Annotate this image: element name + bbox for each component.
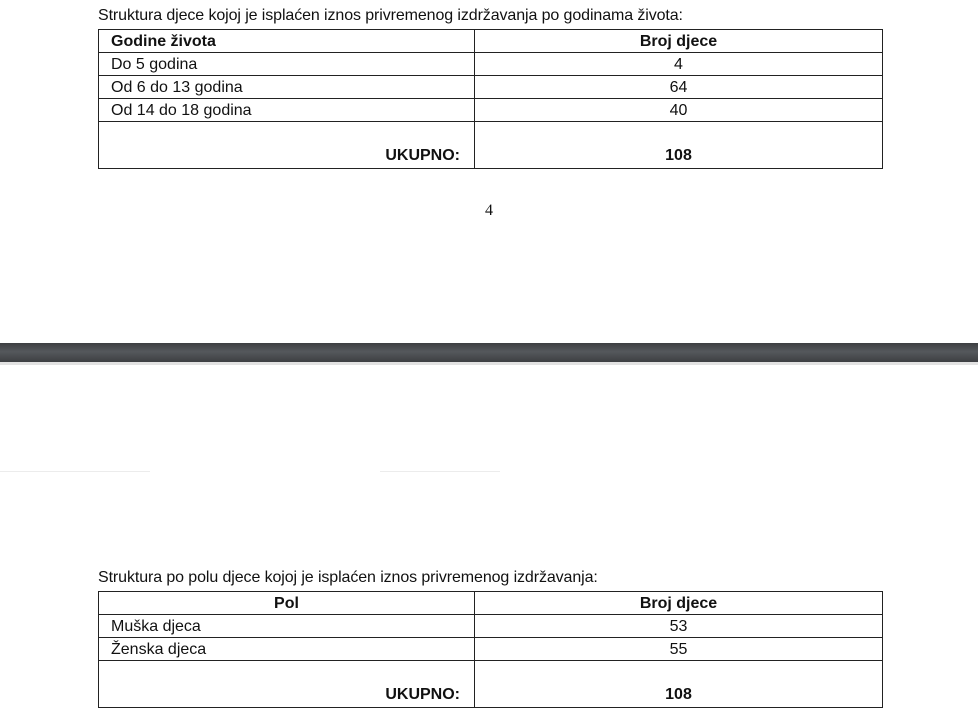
- row-label: Od 14 do 18 godina: [99, 99, 475, 122]
- row-value: 53: [475, 615, 883, 638]
- row-label: Ženska djeca: [99, 638, 475, 661]
- age-structure-table: [98, 29, 883, 169]
- header-gender: Pol: [99, 592, 475, 615]
- row-value: 4: [475, 53, 883, 76]
- table-row: [99, 53, 883, 76]
- total-value: 108: [475, 122, 883, 169]
- scan-artifact-line: [380, 471, 500, 472]
- page-edge: [0, 362, 978, 365]
- table-header-row: [99, 30, 883, 53]
- row-value: 55: [475, 638, 883, 661]
- table-row: [99, 76, 883, 99]
- row-value: 64: [475, 76, 883, 99]
- row-label: Muška djeca: [99, 615, 475, 638]
- gender-structure-table: [98, 591, 883, 708]
- total-label: UKUPNO:: [99, 661, 475, 708]
- table1-caption: Struktura djece kojoj je isplaćen iznos privremenog izdržavanja po godinama života:: [98, 7, 683, 24]
- page-separator: [0, 343, 978, 362]
- header-child-count: Broj djece: [475, 592, 883, 615]
- table-header-row: [99, 592, 883, 615]
- total-label: UKUPNO:: [99, 122, 475, 169]
- total-row: [99, 122, 883, 169]
- total-row: [99, 661, 883, 708]
- table-row: [99, 615, 883, 638]
- scan-artifact-line: [0, 471, 150, 472]
- row-value: 40: [475, 99, 883, 122]
- header-age: Godine života: [99, 30, 475, 53]
- row-label: Do 5 godina: [99, 53, 475, 76]
- header-child-count: Broj djece: [475, 30, 883, 53]
- table-row: [99, 638, 883, 661]
- row-label: Od 6 do 13 godina: [99, 76, 475, 99]
- total-value: 108: [475, 661, 883, 708]
- table2-caption: Struktura po polu djece kojoj je isplaćen iznos privremenog izdržavanja:: [98, 569, 598, 586]
- page-number: 4: [485, 202, 493, 219]
- table-row: [99, 99, 883, 122]
